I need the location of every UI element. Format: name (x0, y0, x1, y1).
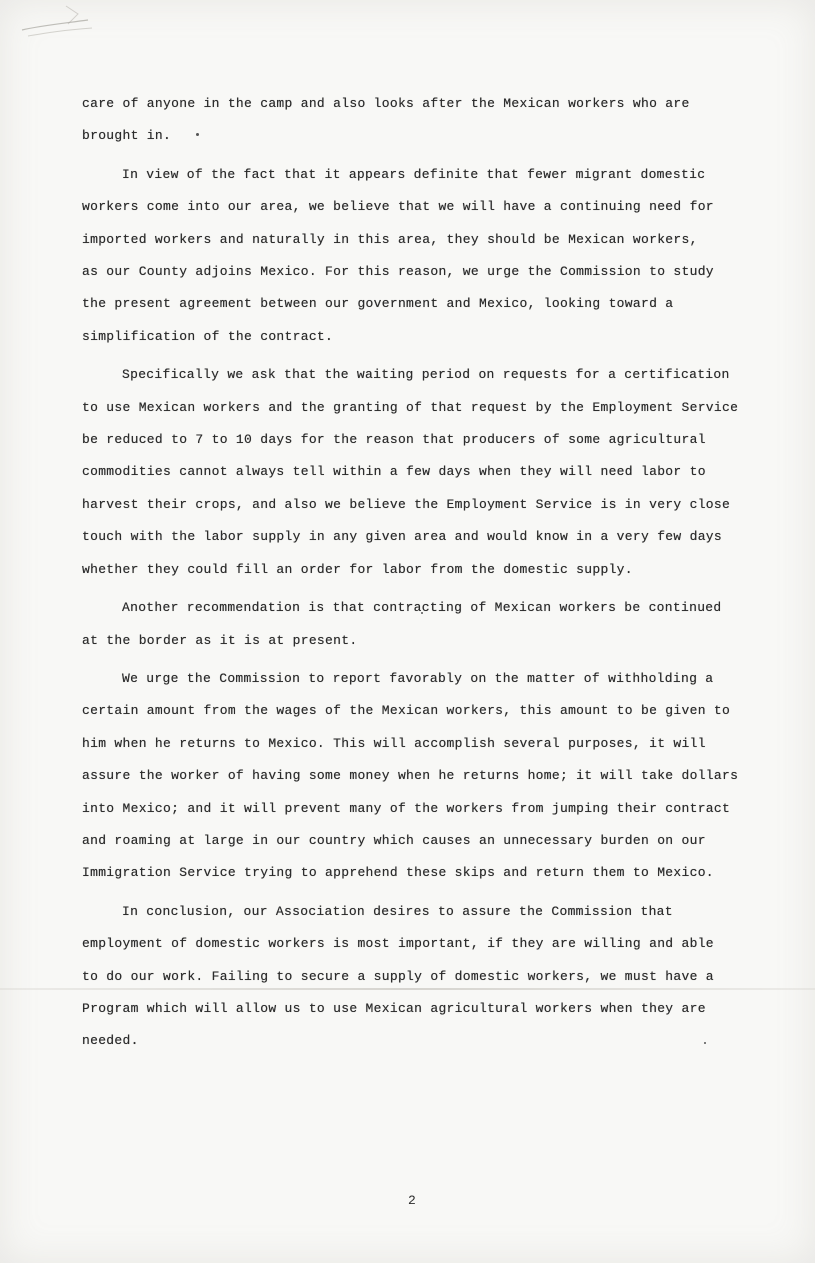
text-line: imported workers and naturally in this area, they should be Mexican workers, (82, 231, 698, 247)
paragraph (82, 896, 742, 1058)
text-line: Program which will allow us to use Mexican agricultural workers when they are (82, 1000, 706, 1016)
text-line: Immigration Service trying to apprehend these skips and return them to Mexico. (82, 865, 714, 881)
text-line: at the border as it is at present. (82, 632, 358, 648)
text-line: brought in. (82, 128, 172, 144)
text-line: him when he returns to Mexico. This will accomplish several purposes, it will (82, 735, 706, 751)
text-line: harvest their crops, and also we believe the Employment Service is in very close (82, 496, 731, 512)
text-line: as our County adjoins Mexico. For this reason, we urge the Commission to study (82, 264, 714, 280)
text-line: simplification of the contract. (82, 328, 334, 344)
text-line: workers come into our area, we believe that we will have a continuing need for (82, 199, 714, 215)
text-line: to use Mexican workers and the granting of that request by the Employment Service (82, 399, 739, 415)
text-line: employment of domestic workers is most important, if they are willing and able (82, 936, 714, 952)
text-line: Another recommendation is that contracting of Mexican workers be continued (122, 600, 722, 616)
paragraph (82, 663, 742, 890)
text-line: needed. (82, 1033, 139, 1049)
text-line: Specifically we ask that the waiting period on requests for a certification (122, 367, 730, 383)
text-line: assure the worker of having some money when he returns home; it will take dollars (82, 768, 739, 784)
paragraph (82, 592, 742, 657)
staple-mark (18, 0, 98, 42)
text-line: the present agreement between our government and Mexico, looking toward a (82, 296, 674, 312)
letter-body (82, 88, 742, 1064)
text-line: care of anyone in the camp and also looks after the Mexican workers who are (82, 96, 690, 111)
text-line: to do our work. Failing to secure a supply of domestic workers, we must have a (82, 968, 714, 984)
page-number: 2 (408, 1193, 416, 1208)
text-line: into Mexico; and it will prevent many of the workers from jumping their contract (82, 800, 731, 816)
paragraph (82, 159, 742, 353)
text-line: whether they could fill an order for labor from the domestic supply. (82, 561, 633, 577)
text-line: We urge the Commission to report favorably on the matter of withholding a (122, 670, 714, 686)
text-line: commodities cannot always tell within a few days when they will need labor to (82, 464, 706, 480)
paragraph (82, 359, 742, 586)
text-line: certain amount from the wages of the Mexican workers, this amount to be given to (82, 703, 731, 719)
text-line: In view of the fact that it appears definite that fewer migrant domestic (122, 166, 706, 182)
text-line: In conclusion, our Association desires to assure the Commission that (122, 903, 673, 919)
text-line: and roaming at large in our country which causes an unnecessary burden on our (82, 832, 706, 848)
text-line: touch with the labor supply in any given area and would know in a very few days (82, 529, 722, 545)
text-line: be reduced to 7 to 10 days for the reason that producers of some agricultural (82, 432, 706, 448)
paragraph (82, 88, 742, 153)
